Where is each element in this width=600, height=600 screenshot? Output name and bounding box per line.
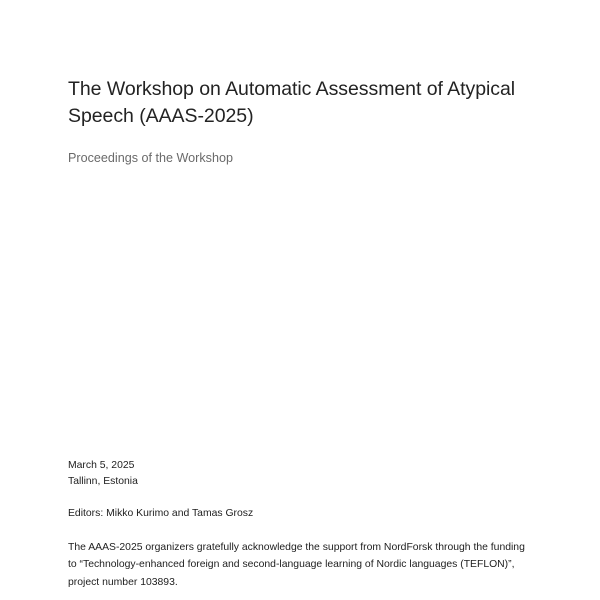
spacer-before-acknowledgement — [68, 522, 538, 539]
spacer-before-editors — [68, 489, 538, 506]
publication-info-block — [68, 458, 538, 591]
acknowledgement-paragraph: The AAAS-2025 organizers gratefully acknowledge the support from NordForsk through the funding to “Technology-enhanced foreign and second-language learning of Nordic languages (TEFLON)”, project number 103893. — [68, 541, 525, 588]
page-title: The Workshop on Automatic Assessment of Atypical Speech (AAAS-2025) — [68, 78, 516, 127]
publication-location: Tallinn, Estonia — [68, 475, 138, 487]
page-subtitle: Proceedings of the Workshop — [68, 151, 233, 165]
publication-date: March 5, 2025 — [68, 460, 135, 471]
title-block — [68, 76, 530, 167]
editors-line: Editors: Mikko Kurimo and Tamas Grosz — [68, 508, 254, 520]
